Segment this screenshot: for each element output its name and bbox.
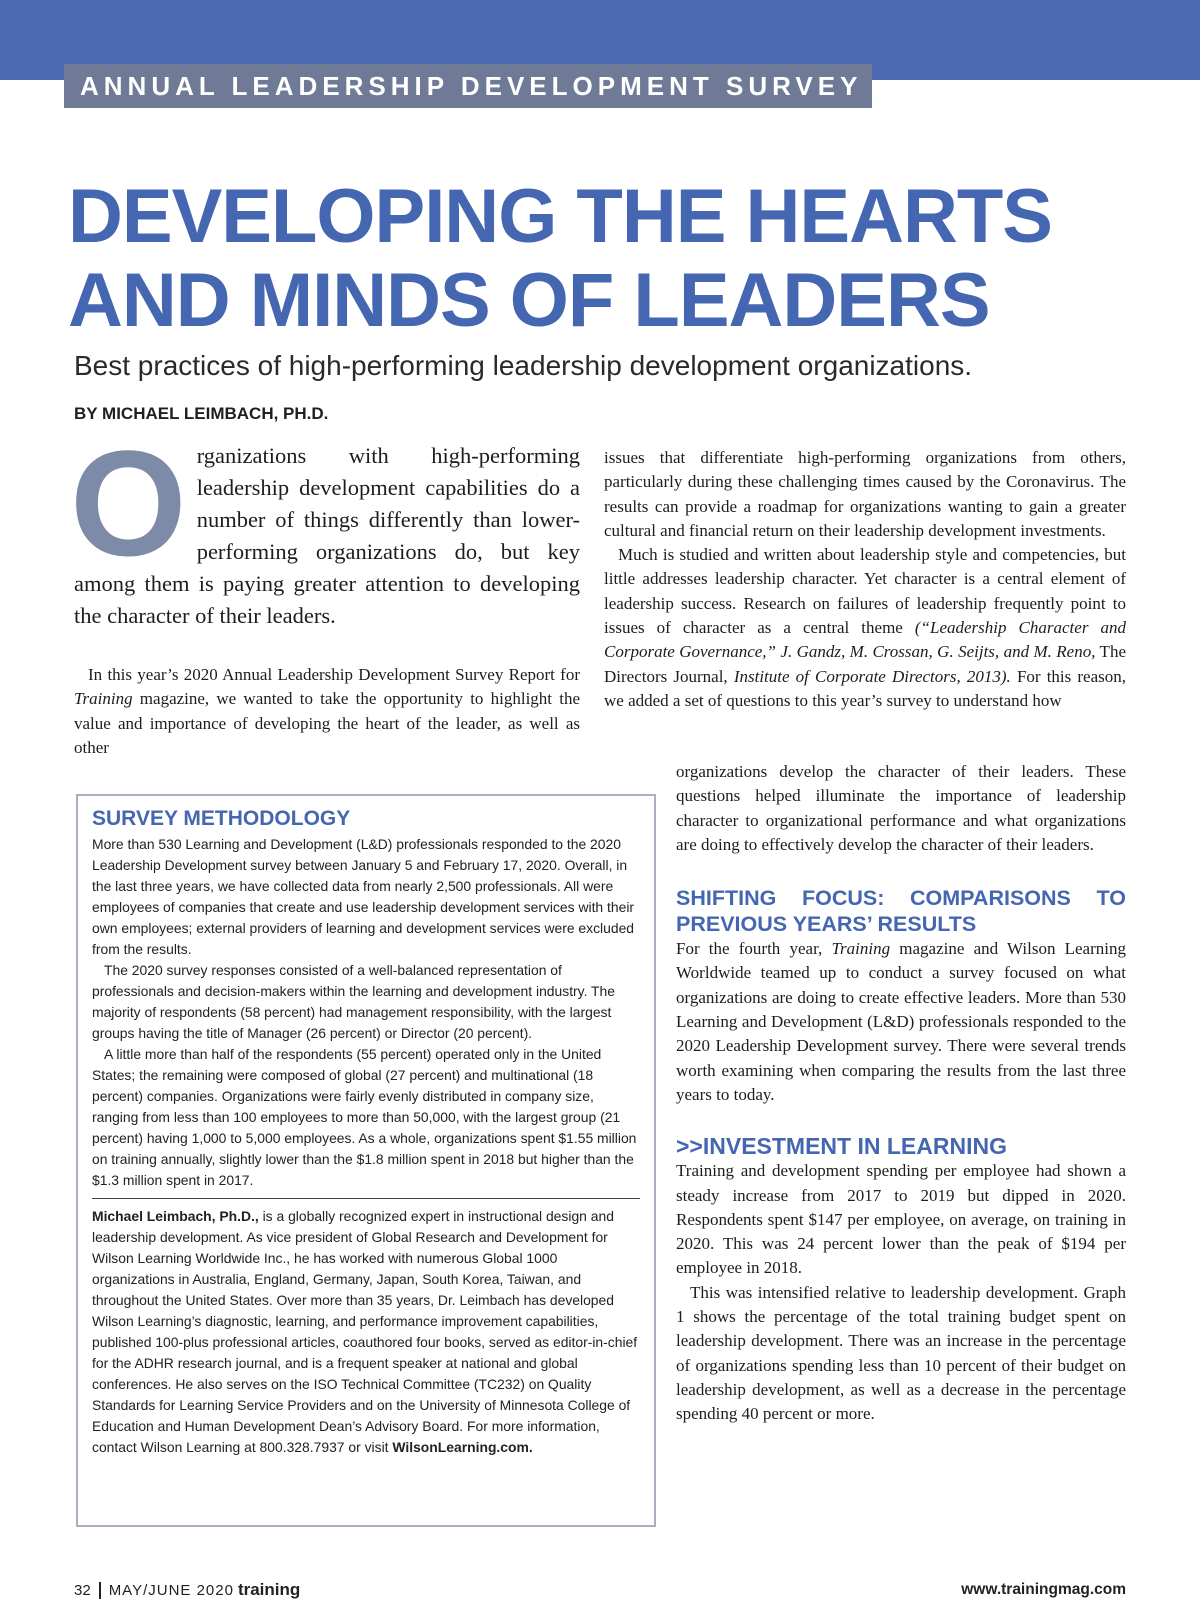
section-heading-shifting-focus: SHIFTING FOCUS: COMPARISONS TO PREVIOUS YEARS’ RESULTS xyxy=(676,886,1126,937)
italic-run: Training xyxy=(74,689,133,709)
text-run: For this reason, we added a set of questions to this year’s survey to understand how xyxy=(604,666,1126,710)
text-run: In this year’s 2020 Annual Leadership Development Survey Report for xyxy=(88,665,580,684)
text-run: For the fourth year, xyxy=(676,939,832,959)
issue-date: MAY/JUNE 2020 xyxy=(108,1582,234,1599)
page-number: 32 xyxy=(74,1582,101,1599)
drop-cap: O xyxy=(70,419,187,587)
article-subtitle: Best practices of high-performing leadership development organizations. xyxy=(74,350,973,381)
headline-line-2: AND MINDS OF LEADERS xyxy=(68,258,990,343)
methodology-sidebar xyxy=(76,794,656,1527)
lede-paragraph xyxy=(70,419,580,632)
page-footer xyxy=(74,1578,1126,1602)
column-2-top xyxy=(604,446,1126,713)
body-paragraph-5: This was intensified relative to leadership development. Graph 1 shows the percentage of the total training budget spent on leadership development. There was an increase in the percentage of organizations spending less than 10 percent of their budget on leadership development, as well as a decrease in the percentage spending 40 percent or more. xyxy=(676,1282,1126,1424)
italic-run: Training xyxy=(831,939,891,959)
sidebar-divider xyxy=(92,1198,640,1199)
bio-author-name: Michael Leimbach, Ph.D., xyxy=(92,1208,259,1224)
sidebar-paragraph-2: The 2020 survey responses consisted of a well-balanced representation of professionals and decision-makers within the learning and development industry. The majority of respondents (58 percent) had management responsibility, with the largest groups having the title of Manager (26 percent) or Director (20 percent). xyxy=(92,962,615,1041)
column-3 xyxy=(676,760,1126,1427)
body-paragraph-4: Training and development spending per employee had shown a steady increase from 2017 to 2019 but dipped in 2020. Respondents spent $147 per employee, on average, on training in 2020. This was 24 percent lower than the peak of $194 per employee in 2018. xyxy=(676,1161,1126,1278)
author-bio xyxy=(92,1206,640,1458)
text-run: magazine, we wanted to take the opportunity to highlight the value and importance of developing the heart of the leader, as well as other xyxy=(74,689,580,757)
bio-website-link[interactable]: WilsonLearning.com. xyxy=(392,1439,533,1455)
author-byline: BY MICHAEL LEIMBACH, PH.D. xyxy=(74,404,329,423)
text-run: The Directors Journal, xyxy=(604,642,1126,686)
article-headline xyxy=(68,175,1188,343)
magazine-url[interactable]: www.trainingmag.com xyxy=(961,1581,1126,1598)
sidebar-paragraph-1: More than 530 Learning and Development (L&D) professionals responded to the 2020 Leadership Development survey between January 5 and February 17, 2020. Overall, in the last three years, we have collected data from nearly 2,500 professionals. All were employees of companies that create and use leadership development services with their own employees; external providers of learning and development services were excluded from the results. xyxy=(92,836,635,957)
body-paragraph-2-continued: organizations develop the character of their leaders. These questions helped illuminate the importance of leadership character to organizational performance and what organizations are doing to effectively develop the character of their leaders. xyxy=(676,762,1126,854)
section-kicker: ANNUAL LEADERSHIP DEVELOPMENT SURVEY xyxy=(64,64,872,108)
headline-line-1: DEVELOPING THE HEARTS xyxy=(68,174,1052,259)
body-paragraph-1-continued: issues that differentiate high-performing organizations from others, particularly during these challenging times caused by the Coronavirus. The results can provide a roadmap for organizations wanting to gain a greater cultural and financial return on their leadership development investments. xyxy=(604,448,1126,540)
text-run: Much is studied and written about leadership style and competencies, but little addresses leadership character. Yet character is a central element of leadership success. Research on failures of leadership frequently point to issues of character as a central theme xyxy=(604,545,1126,638)
section-heading-investment: >>INVESTMENT IN LEARNING xyxy=(676,1133,1007,1160)
body-paragraph-1 xyxy=(74,663,580,760)
citation-run: (“Leadership Character and Corporate Governance,” J. Gandz, M. Crossan, G. Seijts, and M. Reno, xyxy=(604,618,1126,662)
citation-run: Institute of Corporate Directors, 2013). xyxy=(733,666,1011,686)
sidebar-title: SURVEY METHODOLOGY xyxy=(92,807,351,830)
lede-text: rganizations with high-performing leadership development capabilities do a number of things differently than lower-performing organizations do, but key among them is paying greater attention to developing the character of their leaders. xyxy=(74,443,580,628)
body-paragraph-3 xyxy=(676,937,1126,1107)
text-run: magazine and Wilson Learning Worldwide teamed up to conduct a survey focused on what organizations are doing to create effective leaders. More than 530 Learning and Development (L&D) professionals responded to the 2020 Leadership Development survey. There were several trends worth examining when comparing the results from the last three years to today. xyxy=(676,939,1126,1104)
sidebar-paragraph-3: A little more than half of the respondents (55 percent) operated only in the United States; the remaining were composed of global (27 percent) and multinational (18 percent) companies. Organizations were fairly evenly distributed in company size, ranging from less than 100 employees to more than 50,000, with the largest group (21 percent) having 1,000 to 5,000 employees. As a whole, organizations spent $1.55 million on training annually, slightly lower than the $1.8 million spent in 2018 but higher than the $1.3 million spent in 2017. xyxy=(92,1046,637,1188)
magazine-name: training xyxy=(237,1580,301,1599)
body-paragraph-2 xyxy=(604,543,1126,713)
bio-text: is a globally recognized expert in instructional design and leadership development. As vice president of Global Research and Development for Wilson Learning Worldwide Inc., he has worked with numerous Global 1000 organizations in Australia, England, Germany, Japan, South Korea, Taiwan, and throughout the United States. Over more than 35 years, Dr. Leimbach has developed Wilson Learning’s diagnostic, learning, and performance improvement capabilities, published 100-plus professional articles, coauthored four books, served as editor-in-chief for the ADHR research journal, and is a frequent speaker at national and global conferences. He also serves on the ISO Technical Committee (TC232) on Quality Standards for Learning Service Providers and on the University of Minnesota College of Education and Human Development Dean’s Advisory Board. For more information, contact Wilson Learning at 800.328.7937 or visit xyxy=(92,1208,638,1455)
